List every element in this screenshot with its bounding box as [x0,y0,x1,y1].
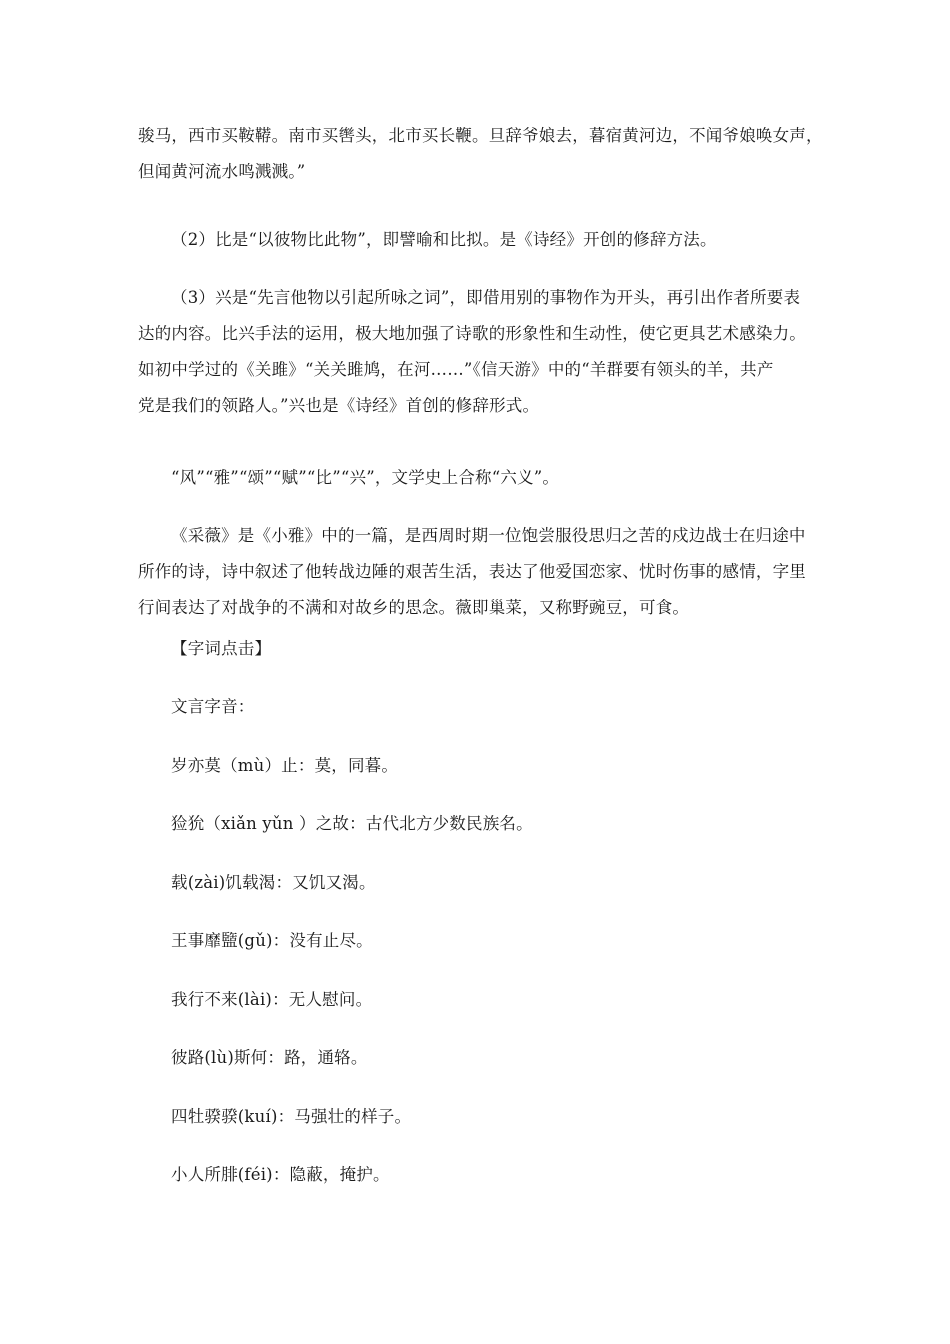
paragraph-bi-definition [138,222,818,258]
text-line: 但闻黄河流水鸣溅溅。” [138,162,306,181]
text-line: 小人所腓(féi)：隐蔽，掩护。 [171,1165,390,1184]
text-line: 行间表达了对战争的不满和对故乡的思念。薇即巢菜，又称野豌豆，可食。 [138,598,690,617]
text-line: 彼路(lù)斯何：路，通辂。 [171,1048,368,1067]
vocab-item [138,982,818,1018]
text-line: 四牡骙骙(kuí)：马强壮的样子。 [171,1107,412,1126]
text-line: 王事靡盬(gǔ)：没有止尽。 [171,931,373,950]
vocab-item [138,748,818,784]
text-line: 我行不来(lài)：无人慰问。 [171,990,373,1009]
text-line: 骏马，西市买鞍鞯。南市买辔头，北市买长鞭。旦辞爷娘去，暮宿黄河边，不闻爷娘唤女声， [138,126,823,145]
vocab-item [138,1157,818,1193]
vocab-item [138,865,818,901]
text-line: 所作的诗，诗中叙述了他转战边陲的艰苦生活，表达了他爱国恋家、忧时伤事的感情，字里 [138,562,806,581]
paragraph-six-principles [138,460,818,496]
subheading-pronunciation [138,689,818,725]
paragraph-xing-definition [138,280,818,424]
text-line: 达的内容。比兴手法的运用，极大地加强了诗歌的形象性和生动性，使它更具艺术感染力。 [138,324,806,343]
section-heading-vocabulary [138,631,818,667]
text-line: 党是我们的领路人。”兴也是《诗经》首创的修辞形式。 [138,396,540,415]
text-line: （2）比是“以彼物比此物”，即譬喻和比拟。是《诗经》开创的修辞方法。 [171,230,717,249]
text-line: 如初中学过的《关雎》“关关雎鸠，在河……”《信天游》中的“羊群要有领头的羊，共产 [138,360,774,379]
text-line: “风”“雅”“颂”“赋”“比”“兴”，文学史上合称“六义”。 [171,468,560,487]
vocab-item [138,806,818,842]
text-line: 【字词点击】 [171,639,272,658]
text-line: 载(zài)饥载渴：又饥又渴。 [171,873,376,892]
text-line: 《采薇》是《小雅》中的一篇，是西周时期一位饱尝服役思归之苦的戍边战士在归途中 [171,526,806,545]
vocab-item [138,923,818,959]
text-line: 猃狁（xiǎn yǔn ）之故：古代北方少数民族名。 [171,814,533,833]
text-line: 岁亦莫（mù）止：莫，同暮。 [171,756,399,775]
paragraph-caiwei-intro [138,518,818,626]
vocab-item [138,1099,818,1135]
paragraph-mulan-excerpt [138,118,823,190]
text-line: 文言字音： [171,697,255,716]
text-line: （3）兴是“先言他物以引起所咏之词”，即借用别的事物作为开头，再引出作者所要表 [171,288,801,307]
vocab-item [138,1040,818,1076]
